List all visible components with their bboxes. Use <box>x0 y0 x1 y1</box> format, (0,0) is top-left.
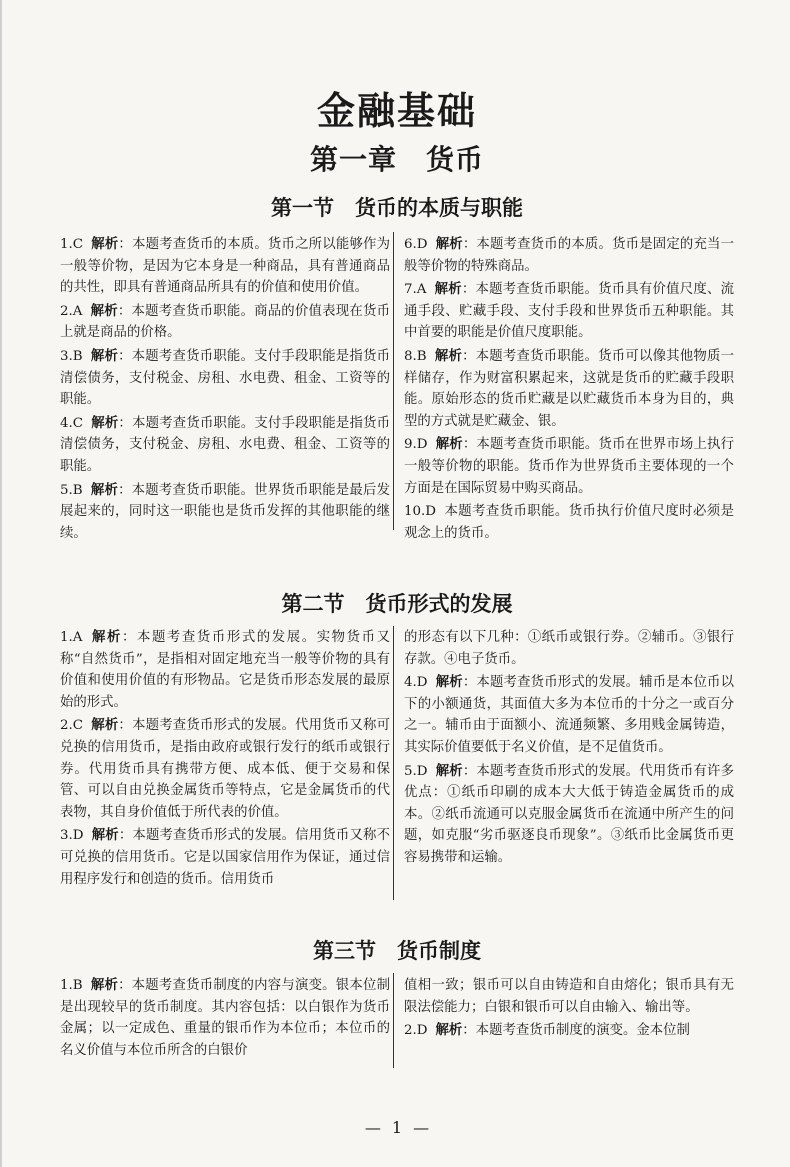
answer-text: ：本题考查货币形式的发展。信用货币又称不可兑换的信用货币。它是以国家信用作为保证，通过信用程序发行和创造的货币。信用货币 <box>60 828 390 887</box>
answer-text: ：本题考查货币职能。货币在世界市场上执行一般等价物的职能。货币作为世界货币主要体现的一个方面是在国际贸易中购买商品。 <box>404 437 734 496</box>
answer-label: 解析 <box>91 717 119 734</box>
answer-item <box>404 279 734 344</box>
section-2-left-column <box>60 627 390 892</box>
section-2-heading: 第二节 货币形式的发展 <box>281 591 513 616</box>
answer-text: ：本题考查货币职能。世界货币职能是最后发展起来的，同时这一职能也是货币发挥的其他职能的继续。 <box>60 482 391 541</box>
section-3-left-column <box>60 975 390 1063</box>
answer-item <box>404 501 734 544</box>
answer-number: 4.C <box>60 415 84 431</box>
answer-item <box>60 715 390 823</box>
section-3-right-column <box>404 975 734 1044</box>
answer-item <box>404 234 734 277</box>
section-1-left-column <box>60 234 390 546</box>
answer-number: 1.A <box>60 630 83 645</box>
answer-label: 解析 <box>435 674 463 691</box>
answer-label: 解析 <box>90 629 122 645</box>
answer-number: 8.B <box>404 348 427 364</box>
section-2-right-column <box>404 627 734 871</box>
section-3-column-divider <box>393 973 394 1068</box>
answer-text: ：本题考查货币的本质。货币之所以能够作为一般等价物，是因为它本身是一种商品，具有普通商品的共性，即具有普通商品所具有的价值和使用价值。 <box>60 237 391 296</box>
answer-item <box>60 627 390 713</box>
answer-label: 解析 <box>90 481 119 498</box>
answer-label: 解析 <box>90 977 119 993</box>
answer-number: 9.D <box>404 437 428 453</box>
answer-text: ：本题考查货币职能。商品的价值表现在货币上就是商品的价格。 <box>60 303 391 341</box>
answer-number: 2.D <box>404 1023 428 1039</box>
answer-number: 1.C <box>60 237 84 252</box>
chapter-title: 第一章 货币 <box>309 143 484 176</box>
answer-number: 2.A <box>60 303 83 319</box>
answer-item <box>60 975 390 1061</box>
section-1-heading: 第一节 货币的本质与职能 <box>271 195 523 220</box>
answer-label: 解析 <box>435 236 463 252</box>
answer-label: 解析 <box>91 414 119 431</box>
answer-number: 7.A <box>404 282 427 298</box>
section-2-column-divider <box>393 626 394 900</box>
answer-text: ：本题考查货币形式的发展。代用货币有许多优点：①纸币印刷的成本大大低于铸造金属货币的成本。②纸币流通可以克服金属货币在流通中所产生的问题，如克服“劣币驱逐良币现象”。③纸币比金属货币更容易携带和运输。 <box>404 763 734 865</box>
section-1-column-divider <box>393 232 394 530</box>
answer-label: 解析 <box>434 347 463 364</box>
answer-number: 3.D <box>60 828 84 844</box>
answer-label: 解析 <box>91 236 119 252</box>
page-number: — 1 — <box>364 1118 430 1137</box>
answer-text: ：本题考查货币形式的发展。实物货币又称“自然货币”，是指相对固定地充当一般等价物的具有价值和使用价值的有形物品。它是货币形态发展的最原始的形式。 <box>60 630 391 710</box>
answer-label: 解析 <box>91 827 119 844</box>
answer-item <box>60 301 390 344</box>
answer-text: 的形态有以下几种：①纸币或银行券。②辅币。③银行存款。④电子货币。 <box>404 630 734 667</box>
answer-text: ：本题考查货币的本质。货币是固定的充当一般等价物的特殊商品。 <box>404 237 734 274</box>
answer-text: 本题考查货币职能。货币执行价值尺度时必须是观念上的货币。 <box>404 504 734 541</box>
answer-text: ：本题考查货币形式的发展。代用货币又称可兑换的信用货币，是指由政府或银行发行的纸币或银行券。代用货币具有携带方便、成本低、便于交易和保管、可以自由兑换金属货币等特点，它是金属货币的代表物，其自身价值低于所代表的价值。 <box>60 718 391 820</box>
answer-text: ：本题考查货币制度的内容与演变。银本位制是出现较早的货币制度。其内容包括：以白银作为货币金属；以一定成色、重量的银币作为本位币；本位币的名义价值与本位币所含的白银价 <box>60 978 391 1058</box>
answer-label: 解析 <box>90 347 119 364</box>
answer-label: 解析 <box>90 302 118 319</box>
book-title: 金融基础 <box>316 88 477 133</box>
answer-label: 解析 <box>435 762 463 779</box>
answer-label: 解析 <box>434 281 462 298</box>
answer-text: ：本题考查货币职能。货币可以像其他物质一样储存，作为财富积累起来，这就是货币的贮藏手段职能。原始形态的货币贮藏是以贮藏货币本身为目的，典型的方式就是贮藏金、银。 <box>404 348 735 429</box>
answer-number: 1.B <box>60 978 83 993</box>
answer-item <box>404 1020 734 1042</box>
answer-number: 10.D <box>404 504 437 520</box>
answer-number: 4.D <box>404 675 428 691</box>
answer-number: 5.D <box>404 763 428 779</box>
section-1-right-column <box>404 234 734 546</box>
answer-item <box>404 672 734 758</box>
answer-item <box>60 413 390 478</box>
answer-label: 解析 <box>435 1022 463 1039</box>
answer-item <box>404 627 734 670</box>
answer-item <box>404 975 734 1018</box>
section-3-heading: 第三节 货币制度 <box>313 938 481 963</box>
answer-number: 2.C <box>60 718 84 734</box>
answer-number: 6.D <box>404 237 428 252</box>
answer-item <box>60 480 390 545</box>
answer-item <box>404 346 734 432</box>
answer-text: ：本题考查货币职能。货币具有价值尺度、流通手段、贮藏手段、支付手段和世界货币五种职能。其中首要的职能是价值尺度职能。 <box>404 282 735 341</box>
answer-text: ：本题考查货币职能。支付手段职能是指货币清偿债务，支付税金、房租、水电费、租金、工资等的职能。 <box>60 348 391 408</box>
answer-item <box>60 346 390 411</box>
answer-item <box>404 434 734 499</box>
answer-item <box>60 825 390 890</box>
answer-number: 3.B <box>60 348 83 364</box>
answer-item <box>60 234 390 299</box>
answer-text: ：本题考查货币制度的演变。金本位制 <box>462 1023 690 1039</box>
answer-number: 5.B <box>60 482 83 498</box>
answer-text: 值相一致；银币可以自由铸造和自由熔化；银币具有无限法偿能力；白银和银币可以自由输入、输出等。 <box>404 978 734 1015</box>
answer-text: ：本题考查货币职能。支付手段职能是指货币清偿债务，支付税金、房租、水电费、租金、工资等的职能。 <box>60 415 391 474</box>
answer-item <box>404 761 734 869</box>
answer-text: ：本题考查货币形式的发展。辅币是本位币以下的小额通货，其面值大多为本位币的十分之一或百分之一。辅币由于面额小、流通频繁、多用贱金属铸造，其实际价值要低于名义价值，是不足值货币。 <box>404 675 734 755</box>
answer-label: 解析 <box>435 436 463 453</box>
